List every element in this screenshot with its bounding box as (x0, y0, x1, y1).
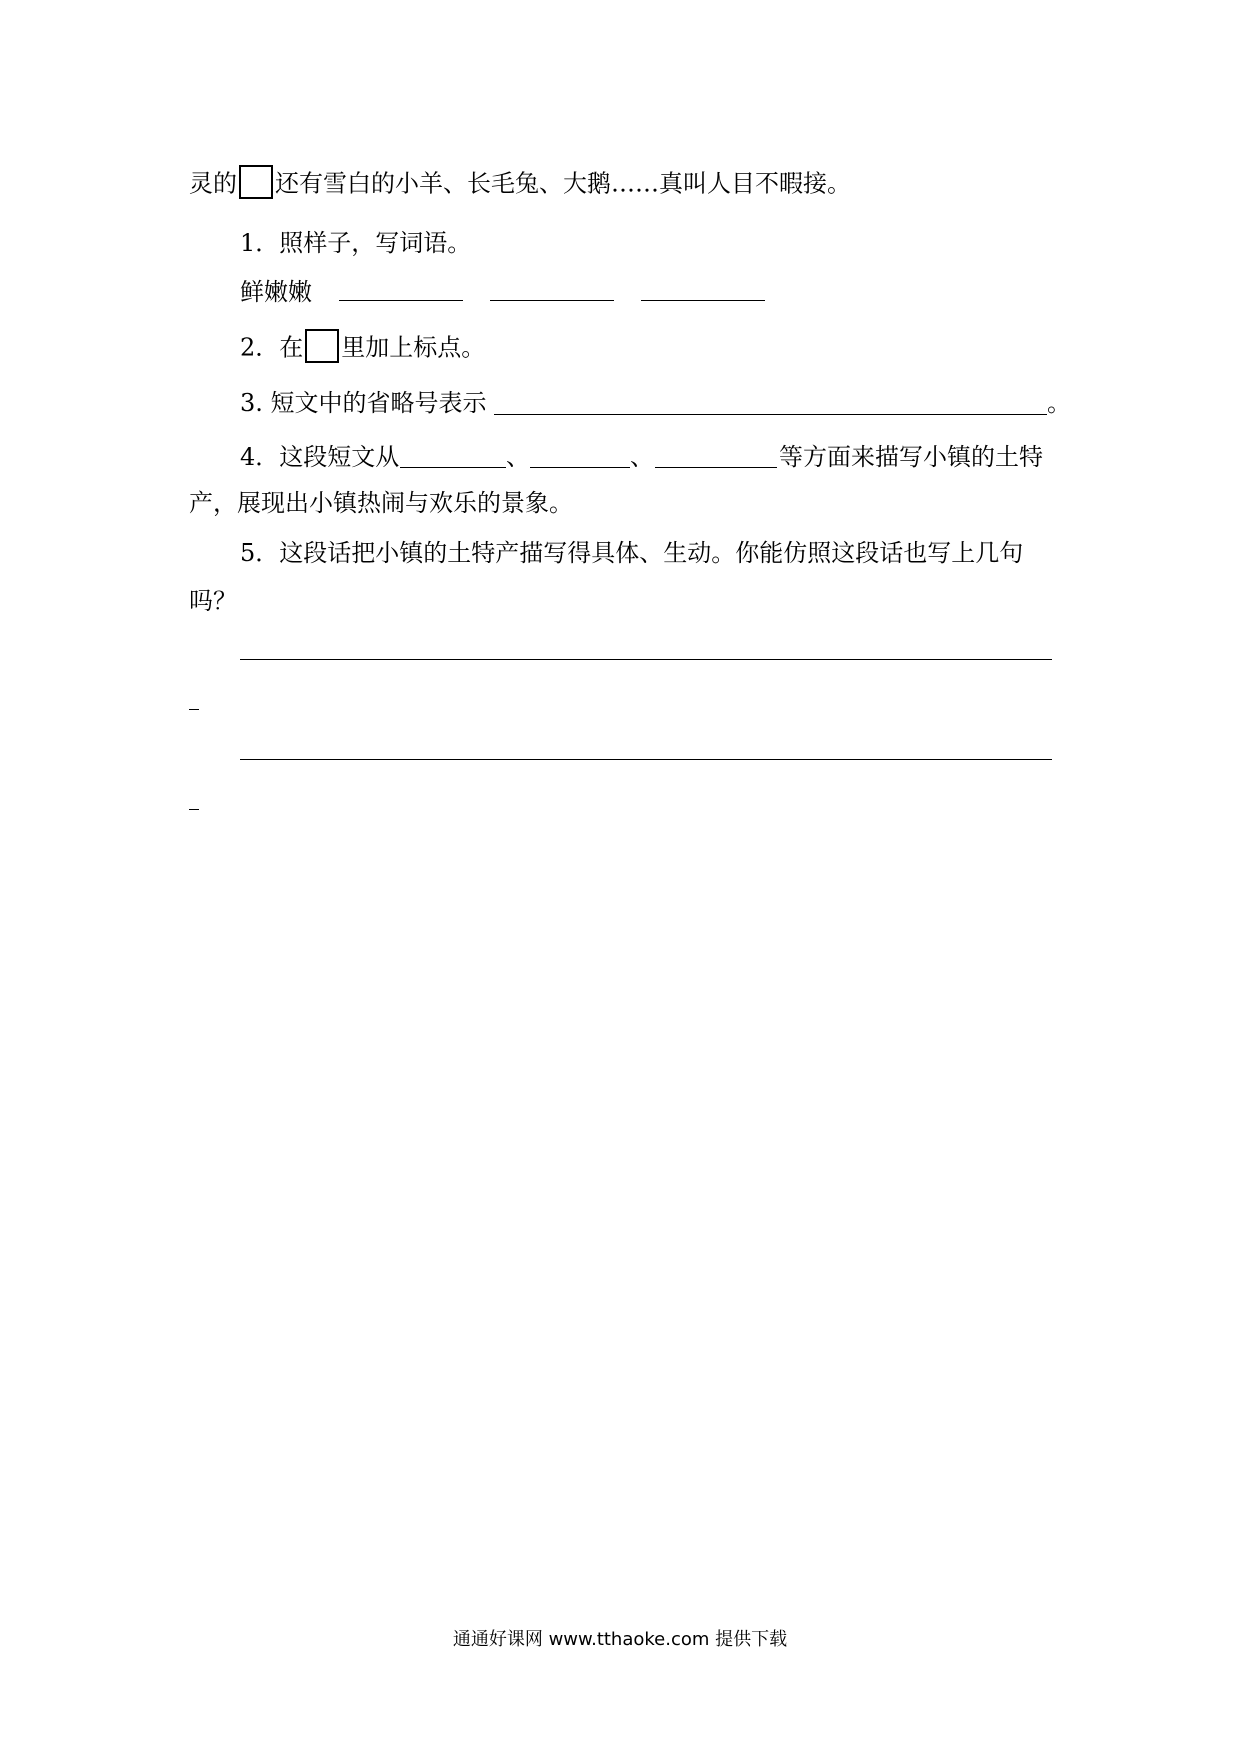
writing-line-tail (189, 809, 199, 810)
question-1-text: 1．照样子，写词语。 (240, 229, 472, 257)
passage-text-end: 还有雪白的小羊、长毛兔、大鹅……真叫人目不暇接。 (275, 169, 851, 198)
answer-blank[interactable] (490, 300, 614, 301)
question-4-sep: 、 (506, 443, 530, 471)
question-3-end: 。 (1047, 389, 1071, 417)
answer-blank[interactable] (494, 414, 1047, 415)
passage-line (189, 168, 851, 202)
writing-line-tail (189, 709, 199, 710)
question-4-start: 4．这段短文从 (240, 443, 400, 471)
question-2-text-start: 2．在 (240, 333, 304, 362)
writing-line[interactable] (240, 659, 1052, 660)
question-5-line1: 5．这段话把小镇的土特产描写得具体、生动。你能仿照这段话也写上几句 (240, 539, 1024, 567)
punctuation-box (305, 329, 339, 363)
punctuation-box (239, 165, 273, 199)
footer-credit: 通通好课网 www.tthaoke.com 提供下载 (452, 1629, 788, 1650)
answer-blank[interactable] (655, 467, 777, 468)
question-5-line2: 吗？ (189, 587, 237, 615)
question-1-answer-row (240, 277, 312, 307)
question-2-text-end: 里加上标点。 (341, 333, 486, 362)
question-4-line2: 产，展现出小镇热闹与欢乐的景象。 (189, 489, 573, 517)
passage-text-start: 灵的 (189, 169, 237, 198)
answer-blank[interactable] (641, 300, 765, 301)
answer-blank[interactable] (530, 467, 630, 468)
writing-line[interactable] (240, 759, 1052, 760)
answer-blank[interactable] (400, 467, 506, 468)
question-1 (240, 228, 471, 258)
example-word: 鲜嫩嫩 (240, 278, 312, 306)
question-2 (240, 332, 485, 366)
question-4-sep: 、 (630, 443, 654, 471)
question-3-text: 3. 短文中的省略号表示 (240, 389, 487, 417)
answer-blank[interactable] (339, 300, 463, 301)
question-3 (240, 388, 487, 418)
question-4-end: 等方面来描写小镇的土特 (779, 443, 1043, 471)
